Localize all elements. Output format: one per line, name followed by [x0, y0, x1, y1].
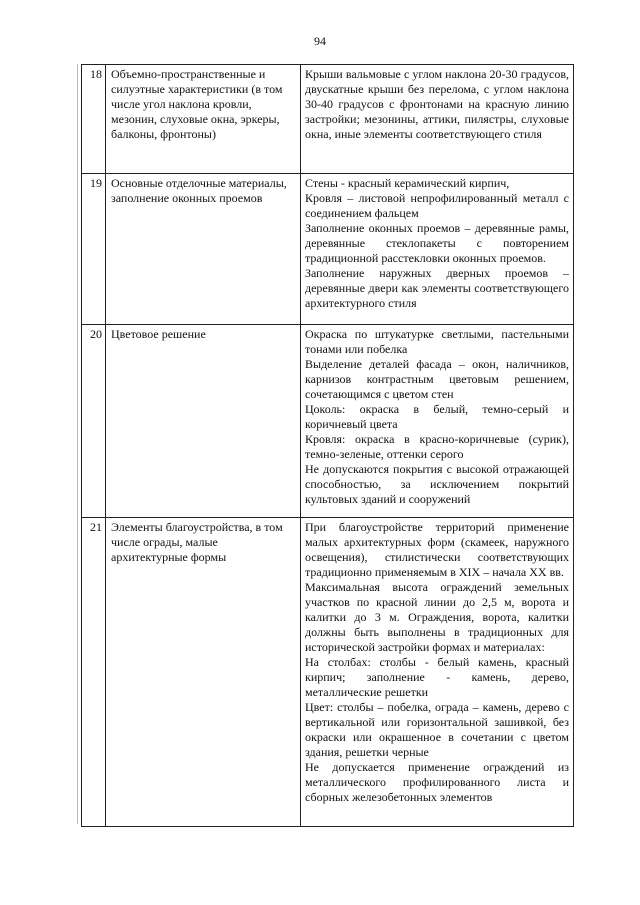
characteristic-name: Элементы благоустройства, в том числе ограды, малые архитектурные формы [106, 518, 301, 827]
table-row-21 [82, 518, 574, 827]
value-paragraph: Цвет: столбы – побелка, ограда – камень, дерево с вертикальной или горизонтальной зашивкой, без окраски или окрашенное в сочетании с цветом здания, решетки черные [305, 700, 569, 759]
characteristic-name: Основные отделочные материалы, заполнение оконных проемов [106, 174, 301, 325]
page-number: 94 [314, 34, 326, 48]
table-row-18 [82, 65, 574, 174]
value-paragraph: Не допускается применение ограждений из металлического профилированного листа и сборных железобетонных элементов [305, 760, 569, 804]
characteristic-value [301, 174, 574, 325]
value-paragraph: Стены - красный керамический кирпич, [305, 176, 510, 190]
row-number: 18 [82, 65, 106, 174]
value-paragraph: Заполнение оконных проемов – деревянные рамы, деревянные стеклопакеты с повторением традиционной расстекловки оконных проемов. [305, 221, 569, 265]
scan-edge-line [77, 64, 78, 824]
characteristic-name: Объемно-пространственные и силуэтные характеристики (в том числе угол наклона кровли, мезонин, слуховые окна, эркеры, балконы, фронтоны) [106, 65, 301, 174]
value-paragraph: Цоколь: окраска в белый, темно-серый и коричневый цвета [305, 402, 569, 431]
characteristic-value [301, 518, 574, 827]
value-paragraph: Крыши вальмовые с углом наклона 20-30 градусов, двускатные крыши без перелома, с углом наклона 30-40 градусов с фронтонами на красную линию застройки; мезонины, аттики, пилястры, слуховые окна, иные элементы соответствующего стиля [305, 67, 569, 141]
characteristic-name: Цветовое решение [106, 325, 301, 518]
characteristic-value [301, 325, 574, 518]
value-paragraph: Не допускаются покрытия с высокой отражающей способностью, за исключением покрытий культовых зданий и сооружений [305, 462, 569, 506]
value-paragraph: Выделение деталей фасада – окон, наличников, карнизов контрастным цветовым решением, сочетающимся с цветом стен [305, 357, 569, 401]
row-number: 19 [82, 174, 106, 325]
value-paragraph: Максимальная высота ограждений земельных участков по красной линии до 2,5 м, ворота и калитки до 3 м. Ограждения, ворота, калитки должны быть выполнены в традиционных для исторической застройки формах и материалах: [305, 580, 569, 654]
row-number: 20 [82, 325, 106, 518]
value-paragraph: При благоустройстве территорий применение малых архитектурных форм (скамеек, наружного освещения), стилистически соответствующих традиционно применяемым в XIX – начала XX вв. [305, 520, 569, 579]
value-paragraph: Кровля – листовой непрофилированный металл с соединением фальцем [305, 191, 569, 220]
value-paragraph: Кровля: окраска в красно-коричневые (сурик), темно-зеленые, оттенки серого [305, 432, 569, 461]
value-paragraph: Заполнение наружных дверных проемов – деревянные двери как элементы соответствующего архитектурного стиля [305, 266, 569, 310]
requirements-table [81, 64, 574, 827]
value-paragraph: На столбах: столбы - белый камень, красный кирпич; заполнение - камень, дерево, металлические решетки [305, 655, 569, 699]
table-row-19 [82, 174, 574, 325]
table-row-20 [82, 325, 574, 518]
characteristic-value [301, 65, 574, 174]
value-paragraph: Окраска по штукатурке светлыми, пастельными тонами или побелка [305, 327, 569, 356]
row-number: 21 [82, 518, 106, 827]
